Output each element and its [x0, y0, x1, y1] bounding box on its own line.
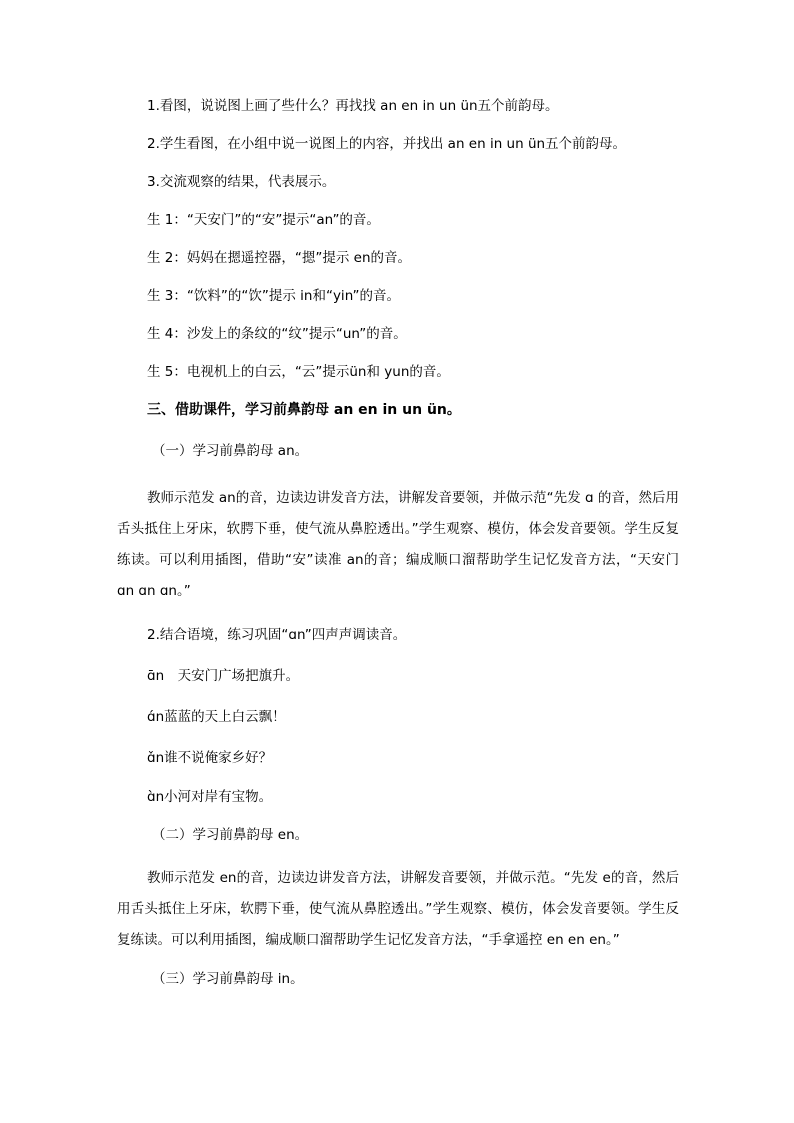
student-3-text: 生 3：“饮料”的“饮”提示 in和“yin”的音。	[147, 288, 400, 304]
student-5-text: 生 5：电视机上的白云，“云”提示ün和 yun的音。	[147, 364, 450, 380]
student-2-text: 生 2：妈妈在摁遥控器，“摁”提示 en的音。	[147, 250, 412, 266]
paragraph-an: 教师示范发 an的音，边读边讲发音方法，讲解发音要领，并做示范“先发 ɑ 的音，然后用舌头抵住上牙床，软腭下垂，使气流从鼻腔透出。”学生观察、模仿，体会发音要领。学生反复练读。可以利用插图，借助“安”读准 an的音；编成顺口溜帮助学生记忆发音方法，“天安门 ɑn ɑn ɑn。”	[117, 490, 679, 599]
subsection-an-heading: （一）学习前鼻韵母 an。	[152, 443, 309, 459]
tone-practice-text: 2.结合语境，练习巩固“ɑn”四声声调读音。	[147, 627, 407, 643]
tone-3-line: ɑ̌n谁不说俺家乡好？	[147, 750, 273, 766]
tone-4-line: ɑ̀n小河对岸有宝物。	[147, 789, 273, 805]
student-1-text: 生 1：“天安门”的“安”提示“an”的音。	[147, 212, 380, 228]
subsection-in-heading: （三）学习前鼻韵母 in。	[152, 971, 304, 987]
tone-1-line: ɑ̄n 天安门广场把旗升。	[147, 668, 300, 684]
tone-2-line: ɑ́n蓝蓝的天上白云飘！	[147, 709, 286, 725]
subsection-en-heading: （二）学习前鼻韵母 en。	[152, 827, 309, 843]
step-3-text: 3.交流观察的结果，代表展示。	[147, 174, 336, 190]
section-heading: 三、借助课件，学习前鼻韵母 an en in un ün。	[147, 402, 461, 418]
student-4-text: 生 4：沙发上的条纹的“纹”提示“un”的音。	[147, 326, 407, 342]
step-2-text: 2.学生看图，在小组中说一说图上的内容，并找出 an en in un ün五个前韵母。	[147, 136, 627, 152]
paragraph-en: 教师示范发 en的音，边读边讲发音方法，讲解发音要领，并做示范。“先发 e的音，然后用舌头抵住上牙床，软腭下垂，使气流从鼻腔透出。”学生观察、模仿，体会发音要领。学生反复练读。可以利用插图，编成顺口溜帮助学生记忆发音方法，“手拿遥控 en en en。”	[117, 870, 679, 948]
step-1-text: 1.看图，说说图上画了些什么？再找找 an en in un ün五个前韵母。	[147, 98, 559, 114]
